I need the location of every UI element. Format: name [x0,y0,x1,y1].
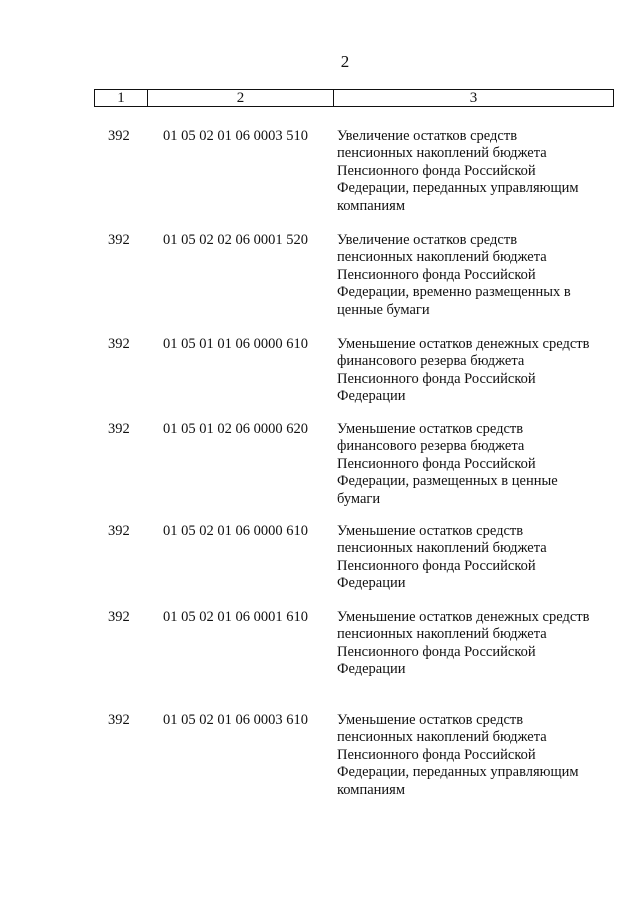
row-description: Уменьшение остатков средств пенсионных накоплений бюджета Пенсионного фонда Российской Федерации, переданных управляющим компаниям [337,712,579,798]
row-description: Уменьшение остатков средств финансового резерва бюджета Пенсионного фонда Российской Федерации, размещенных в ценные бумаги [337,421,558,507]
classification-code: 01 05 01 01 06 0000 610 [163,336,308,352]
column-header-3: 3 [469,90,478,106]
admin-code: 392 [108,712,130,728]
classification-code: 01 05 02 01 06 0001 610 [163,609,308,625]
admin-code: 392 [108,128,130,144]
classification-code: 01 05 02 01 06 0003 510 [163,128,308,144]
classification-code: 01 05 02 01 06 0000 610 [163,523,308,539]
row-description: Уменьшение остатков денежных средств пенсионных накоплений бюджета Пенсионного фонда Российской Федерации [337,609,590,678]
row-description: Увеличение остатков средств пенсионных накоплений бюджета Пенсионного фонда Российской Федерации, временно размещенных в ценные бумаги [337,232,571,318]
admin-code: 392 [108,523,130,539]
column-header-1: 1 [95,90,148,106]
admin-code: 392 [108,232,130,248]
column-header-table [94,89,614,107]
column-header-2: 2 [148,90,334,106]
admin-code: 392 [108,336,130,352]
admin-code: 392 [108,609,130,625]
page-number: 2 [340,52,350,71]
row-description: Уменьшение остатков средств пенсионных накоплений бюджета Пенсионного фонда Российской Федерации [337,523,547,592]
classification-code: 01 05 02 02 06 0001 520 [163,232,308,248]
row-description: Уменьшение остатков денежных средств финансового резерва бюджета Пенсионного фонда Российской Федерации [337,336,590,405]
classification-code: 01 05 01 02 06 0000 620 [163,421,308,437]
admin-code: 392 [108,421,130,437]
classification-code: 01 05 02 01 06 0003 610 [163,712,308,728]
row-description: Увеличение остатков средств пенсионных накоплений бюджета Пенсионного фонда Российской Федерации, переданных управляющим компаниям [337,128,579,214]
